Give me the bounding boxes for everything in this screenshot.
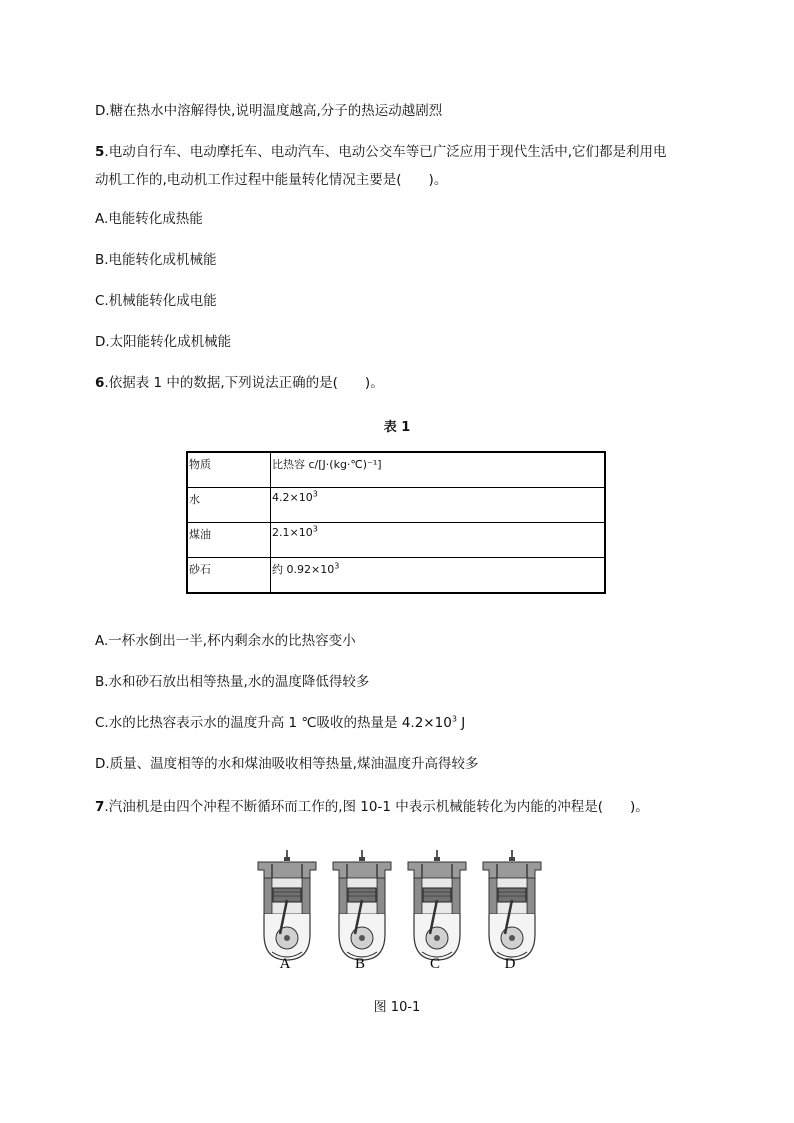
table-header-specific-heat: 比热容 c/[J·(kg·℃)⁻¹]	[271, 452, 606, 488]
q6-option-a: A.一杯水倒出一半,杯内剩余水的比热容变小	[95, 633, 356, 649]
q6-option-c: C.水的比热容表示水的温度升高 1 ℃吸收的热量是 $4.2\times 10^3$ J	[95, 714, 466, 731]
table-cell-substance: 砂石	[187, 558, 271, 594]
table-title: 表 1	[383, 420, 411, 435]
table-cell-substance: 煤油	[187, 523, 271, 558]
engine-label-d: D	[504, 956, 516, 972]
q5-option-d: D.太阳能转化成机械能	[95, 334, 232, 350]
engine-strokes-figure	[250, 848, 550, 973]
engine-a-illustration	[258, 850, 316, 960]
q5-stem-line1	[95, 142, 667, 162]
q7-stem	[95, 797, 649, 817]
table-cell-value: 约 $0.92\times 10^3$	[271, 558, 606, 594]
q6-stem	[95, 373, 384, 393]
q7-number: 7	[95, 799, 105, 815]
figure-caption: 图 10-1	[373, 1000, 421, 1015]
table-header-substance: 物质	[187, 452, 271, 488]
q5-option-c: C.机械能转化成电能	[95, 293, 217, 309]
q6-stem-text: .依据表 1 中的数据,下列说法正确的是( )。	[104, 375, 384, 391]
q7-stem-text: .汽油机是由四个冲程不断循环而工作的,图 10-1 中表示机械能转化为内能的冲程是( )。	[104, 799, 649, 815]
engine-d-illustration	[483, 850, 541, 960]
q5-stem-line2: 动机工作的,电动机工作过程中能量转化情况主要是( )。	[95, 172, 448, 188]
engine-b-illustration	[333, 850, 391, 960]
q6-number: 6	[95, 375, 105, 391]
table-cell-value: $4.2\times 10^3$	[271, 488, 606, 523]
q6-option-b: B.水和砂石放出相等热量,水的温度降低得较多	[95, 674, 370, 690]
q5-stem-text1: .电动自行车、电动摩托车、电动汽车、电动公交车等已广泛应用于现代生活中,它们都是利用电	[104, 144, 667, 160]
engine-label-b: B	[354, 956, 366, 972]
q5-number: 5	[95, 144, 105, 160]
table-header-row	[187, 452, 605, 488]
table-cell-substance: 水	[187, 488, 271, 523]
engine-label-a: A	[279, 956, 291, 972]
table-cell-value: $2.1\times 10^3$	[271, 523, 606, 558]
table-row	[187, 523, 605, 558]
specific-heat-table	[186, 451, 606, 594]
q6-option-d: D.质量、温度相等的水和煤油吸收相等热量,煤油温度升高得较多	[95, 756, 479, 772]
q5-option-a: A.电能转化成热能	[95, 211, 203, 227]
table-row	[187, 488, 605, 523]
q5-option-b: B.电能转化成机械能	[95, 252, 217, 268]
table-row	[187, 558, 605, 594]
engine-c-illustration	[408, 850, 466, 960]
engine-label-c: C	[429, 956, 441, 972]
q4-option-d: D.糖在热水中溶解得快,说明温度越高,分子的热运动越剧烈	[95, 103, 443, 119]
